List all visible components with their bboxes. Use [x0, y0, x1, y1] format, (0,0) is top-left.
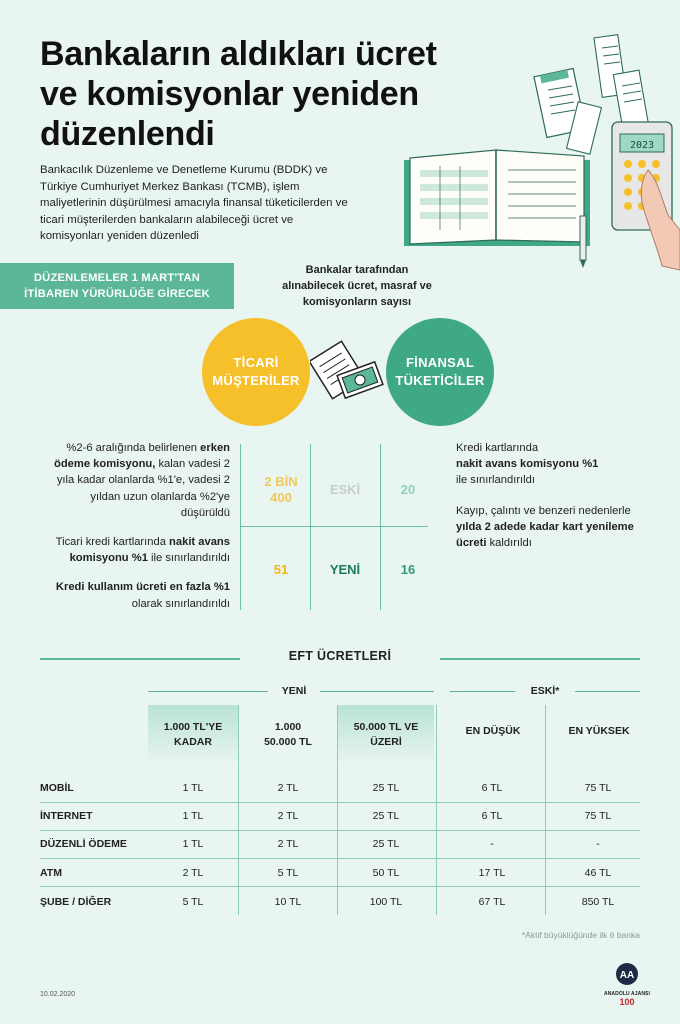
pen-icon	[580, 216, 586, 268]
finance-illustration	[400, 30, 680, 280]
column-header	[338, 705, 434, 765]
note-text: %2-6 aralığında belirlenen	[66, 442, 201, 454]
row-label: MOBİL	[40, 782, 74, 794]
table-cell: 67 TL	[478, 896, 506, 908]
stat-value: 400	[270, 490, 292, 505]
column-header	[240, 705, 336, 765]
consumer-notes	[456, 440, 646, 565]
intro-line: komisyonları yeniden düzenledi	[40, 230, 199, 243]
row-divider	[40, 830, 640, 831]
logo-anniversary: 100	[619, 997, 635, 1007]
financial-consumers-circle	[386, 318, 494, 426]
caption-line: Bankalar tarafından	[305, 264, 409, 276]
note-text: kaldırıldı	[486, 537, 532, 550]
group-label-old: ESKİ*	[515, 685, 575, 697]
column-divider	[337, 705, 338, 915]
note-cash-advance	[456, 440, 646, 489]
row-label: ŞUBE / DİĞER	[40, 896, 112, 908]
stat-value: 2 BİN	[264, 474, 298, 489]
column-header	[548, 705, 650, 757]
commercial-customers-circle	[202, 318, 310, 426]
circle-label: MÜŞTERİLER	[212, 373, 300, 388]
publish-date: 10.02.2020	[40, 991, 76, 998]
grid-divider	[380, 444, 381, 610]
header-line: EN DÜŞÜK	[465, 724, 521, 737]
note-highlight: Kredi kullanım ücreti en fazla %1	[55, 581, 230, 594]
commercial-new-count: 51	[273, 562, 289, 577]
note-text: Kredi kartlarında	[456, 442, 539, 454]
note-early-payment	[40, 440, 230, 521]
table-cell: 2 TL	[182, 867, 204, 879]
fee-count-caption	[262, 262, 452, 310]
intro-line: Bankacılık Düzenleme ve Denetleme Kurumu (BDDK) ve	[40, 164, 328, 176]
table-cell: 1 TL	[182, 782, 204, 794]
row-divider	[40, 858, 640, 859]
table-cell: 17 TL	[478, 867, 506, 879]
note-text: Ticari kredi kartlarında	[55, 536, 170, 549]
row-label: ATM	[40, 867, 62, 879]
column-header	[448, 705, 538, 757]
table-cell: 1 TL	[182, 810, 204, 822]
old-label: ESKİ	[329, 482, 361, 497]
note-highlight: nakit avans komisyonu %1	[69, 536, 230, 565]
intro-line: maliyetlerinin düşürülmesi amacıyla finansal tüketicilerden ve	[40, 197, 348, 210]
header-line: 50.000 TL VE	[353, 721, 419, 733]
grid-divider	[310, 444, 311, 610]
note-highlight: nakit avans komisyonu %1	[456, 458, 599, 471]
grid-divider	[240, 526, 428, 527]
note-commercial-cash-advance	[40, 534, 230, 566]
title-line-1: Bankaların aldıkları ücret	[40, 35, 437, 73]
financial-new-count: 16	[400, 562, 416, 577]
table-cell: 1 TL	[182, 838, 204, 850]
table-cell: 5 TL	[277, 867, 299, 879]
header-line: 1.000	[274, 721, 302, 733]
note-highlight: erken ödeme komisyonu,	[54, 442, 230, 471]
column-header	[148, 705, 238, 765]
row-divider	[40, 886, 640, 887]
group-label-new: YENİ	[268, 685, 320, 697]
table-cell: -	[490, 838, 494, 850]
calculator-display: 2023	[629, 140, 655, 151]
caption-line: komisyonların sayısı	[302, 296, 412, 308]
intro-line: Türkiye Cumhuriyet Merkez Bankası (TCMB), işlem	[40, 180, 300, 193]
new-label: YENİ	[329, 562, 361, 577]
circle-label: TÜKETİCİLER	[395, 373, 485, 388]
header-line: EN YÜKSEK	[568, 724, 630, 737]
title-line-2: ve komisyonlar yeniden	[40, 75, 419, 113]
header-line: 1.000 TL'YE	[163, 721, 223, 733]
table-cell: 75 TL	[584, 782, 612, 794]
note-card-renewal	[456, 503, 646, 552]
table-cell: 100 TL	[369, 896, 403, 908]
header-line: ÜZERİ	[370, 736, 402, 748]
caption-line: alınabilecek ücret, masraf ve	[282, 280, 432, 292]
header-line: KADAR	[174, 736, 212, 748]
table-cell: 6 TL	[481, 782, 503, 794]
logo-mark: AA	[619, 970, 635, 981]
circle-label: TİCARİ	[233, 355, 279, 370]
table-cell: 25 TL	[372, 810, 400, 822]
money-documents-icon	[310, 340, 386, 406]
note-text: olarak sınırlandırıldı	[131, 597, 230, 610]
aa-logo-icon	[612, 962, 642, 986]
column-divider	[238, 705, 239, 915]
table-cell: 10 TL	[274, 896, 302, 908]
note-text: Kayıp, çalıntı ve benzeri nedenlerle	[456, 504, 631, 517]
intro-line: ticari müşterilerden bankaların alabileceği ücret ve	[40, 213, 294, 226]
row-label: İNTERNET	[40, 810, 93, 822]
table-cell: 5 TL	[182, 896, 204, 908]
table-cell: 25 TL	[372, 838, 400, 850]
banner-line: İTİBAREN YÜRÜRLÜĞE GİRECEK	[24, 288, 210, 300]
banner-line: DÜZENLEMELER 1 MART'TAN	[33, 272, 201, 284]
title-line-3: düzenlendi	[40, 115, 215, 153]
table-cell: 75 TL	[584, 810, 612, 822]
table-cell: 25 TL	[372, 782, 400, 794]
grid-divider	[240, 444, 241, 610]
anadolu-agency-logo	[604, 962, 650, 1007]
table-cell: 46 TL	[584, 867, 612, 879]
table-cell: 2 TL	[277, 810, 299, 822]
circle-label: FİNANSAL	[405, 355, 475, 370]
financial-old-count: 20	[400, 482, 416, 497]
eft-section-title: EFT ÜCRETLERİ	[240, 649, 440, 663]
table-cell: 2 TL	[277, 838, 299, 850]
eft-footnote: *Aktif büyüklüğünde ilk 6 banka	[521, 930, 640, 940]
note-text: kalan vadesi 2 yıla kadar olanlarda %1'e, vadesi 2 yıldan uzun olanlarda %2'ye düşürüldü	[56, 458, 230, 519]
logo-name: ANADOLU AJANSI	[604, 991, 650, 997]
row-divider	[40, 802, 640, 803]
note-text: ile sınırlandırıldı	[147, 552, 230, 565]
header-line: 50.000 TL	[264, 736, 312, 748]
table-cell: -	[596, 838, 600, 850]
effective-date-banner	[0, 263, 234, 309]
open-book-icon	[404, 150, 590, 246]
intro-paragraph	[40, 162, 395, 245]
table-cell: 850 TL	[581, 896, 615, 908]
commercial-notes	[40, 440, 230, 625]
note-text: ile sınırlandırıldı	[456, 474, 535, 487]
table-cell: 6 TL	[481, 810, 503, 822]
note-highlight: yılda 2 adede kadar kart yenileme ücreti	[456, 520, 634, 550]
note-credit-usage-fee	[40, 579, 230, 611]
column-divider	[545, 705, 546, 915]
column-divider	[436, 705, 437, 915]
row-label: DÜZENLİ ÖDEME	[40, 838, 127, 850]
table-cell: 2 TL	[277, 782, 299, 794]
table-cell: 50 TL	[372, 867, 400, 879]
